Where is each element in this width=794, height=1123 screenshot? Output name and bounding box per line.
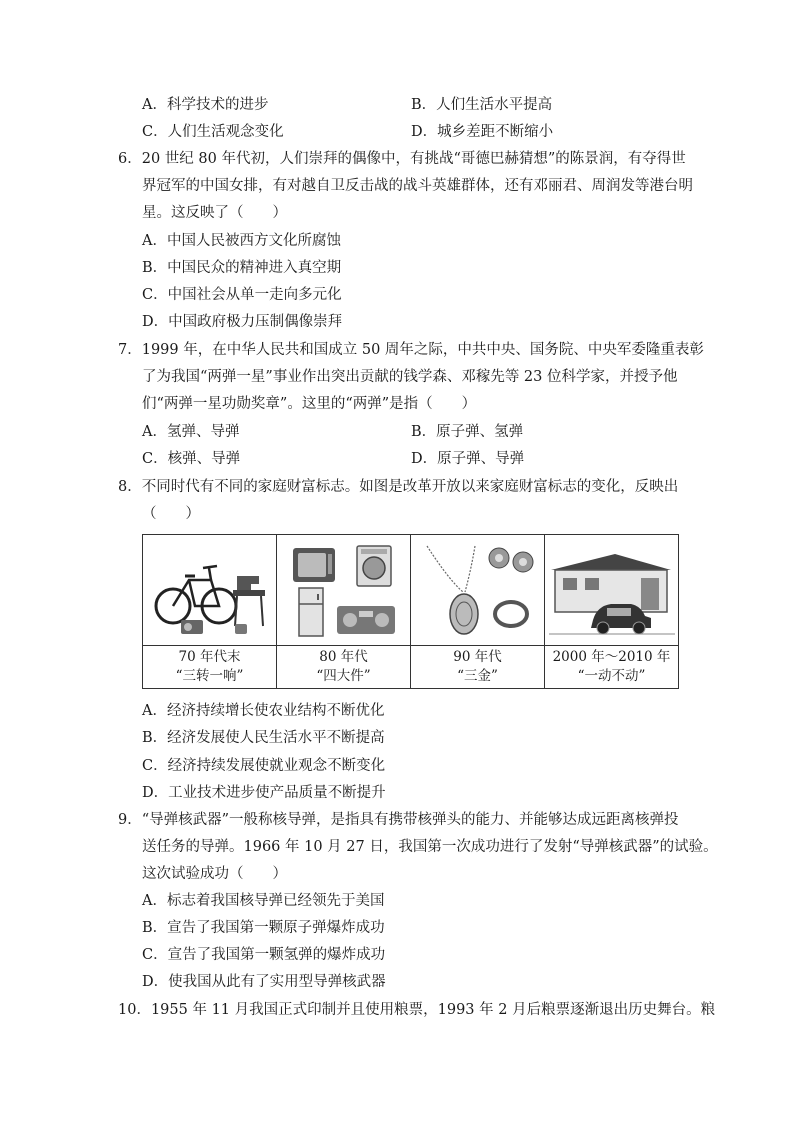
figure-cell-90s (411, 535, 545, 646)
q6-stem-line1: 6．20 世纪 80 年代初，人们崇拜的偶像中，有挑战“哥德巴赫猜想”的陈景润，有夺得世 (118, 151, 686, 167)
q7-option-a: A．氢弹、导弹 (142, 424, 240, 440)
q6-option-c: C．中国社会从单一走向多元化 (142, 287, 342, 303)
necklace-earrings-ring-image (419, 540, 537, 640)
caption-name: “四大件” (316, 668, 371, 684)
caption-2000s (545, 646, 679, 689)
figure-cell-2000s (545, 535, 679, 646)
q9-option-a: A．标志着我国核导弹已经领先于美国 (142, 893, 385, 909)
q9-stem-line2: 送任务的导弹。1966 年 10 月 27 日，我国第一次成功进行了发射“导弹核武器”的试验。 (142, 839, 718, 855)
q9-stem-line1: 9．“导弹核武器”一般称核导弹，是指具有携带核弹头的能力、并能够达成远距离核弹投 (118, 812, 679, 828)
q5-option-a: A．科学技术的进步 (142, 97, 269, 113)
caption-era: 80 年代 (319, 649, 368, 665)
q7-stem-line3: 们“两弹一星功勋奖章”。这里的“两弹”是指（ ） (142, 396, 477, 412)
q9-stem-line3: 这次试验成功（ ） (142, 866, 287, 882)
tv-washer-fridge-recorder-image (285, 540, 403, 640)
q9-option-d: D．使我国从此有了实用型导弹核武器 (142, 974, 386, 990)
wealth-symbols-figure (142, 534, 679, 689)
q6-option-a: A．中国人民被西方文化所腐蚀 (142, 233, 341, 249)
q8-option-a: A．经济持续增长使农业结构不断优化 (142, 703, 385, 719)
caption-90s (411, 646, 545, 689)
q5-option-b: B．人们生活水平提高 (411, 97, 553, 113)
q7-stem-line1: 7．1999 年，在中华人民共和国成立 50 周年之际，中共中央、国务院、中央军委隆重表彰 (118, 342, 704, 358)
q7-option-d: D．原子弹、导弹 (411, 451, 525, 467)
q5-option-c: C．人们生活观念变化 (142, 124, 284, 140)
caption-name: “三转一响” (175, 668, 244, 684)
q8-stem-line2: （ ） (142, 506, 200, 522)
q10-stem-line1: 10．1955 年 11 月我国正式印制并且使用粮票，1993 年 2 月后粮票逐渐退出历史舞台。粮 (118, 1002, 716, 1018)
q6-option-b: B．中国民众的精神进入真空期 (142, 260, 342, 276)
q6-option-d: D．中国政府极力压制偶像崇拜 (142, 314, 343, 330)
q7-option-c: C．核弹、导弹 (142, 451, 241, 467)
q8-option-d: D．工业技术进步使产品质量不断提升 (142, 785, 386, 801)
house-and-car-image (545, 540, 679, 640)
bicycle-sewing-machine-radio-image (151, 540, 269, 640)
q9-option-b: B．宣告了我国第一颗原子弹爆炸成功 (142, 920, 385, 936)
caption-name: “一动不动” (577, 668, 646, 684)
figure-cell-70s (143, 535, 277, 646)
q6-stem-line2: 界冠军的中国女排，有对越自卫反击战的战斗英雄群体，还有邓丽君、周润发等港台明 (142, 178, 693, 194)
caption-name: “三金” (457, 668, 498, 684)
caption-era: 90 年代 (453, 649, 502, 665)
caption-70s (143, 646, 277, 689)
q8-stem-line1: 8．不同时代有不同的家庭财富标志。如图是改革开放以来家庭财富标志的变化，反映出 (118, 479, 679, 495)
q9-option-c: C．宣告了我国第一颗氢弹的爆炸成功 (142, 947, 386, 963)
caption-era: 2000 年～2010 年 (552, 649, 671, 665)
caption-era: 70 年代末 (178, 649, 241, 665)
figure-cell-80s (277, 535, 411, 646)
q6-stem-line3: 星。这反映了（ ） (142, 205, 287, 221)
q7-option-b: B．原子弹、氢弹 (411, 424, 524, 440)
q8-option-c: C．经济持续发展使就业观念不断变化 (142, 758, 386, 774)
q8-option-b: B．经济发展使人民生活水平不断提高 (142, 730, 385, 746)
q7-stem-line2: 了为我国“两弹一星”事业作出突出贡献的钱学森、邓稼先等 23 位科学家，并授予他 (142, 369, 678, 385)
caption-80s (277, 646, 411, 689)
q5-option-d: D．城乡差距不断缩小 (411, 124, 554, 140)
